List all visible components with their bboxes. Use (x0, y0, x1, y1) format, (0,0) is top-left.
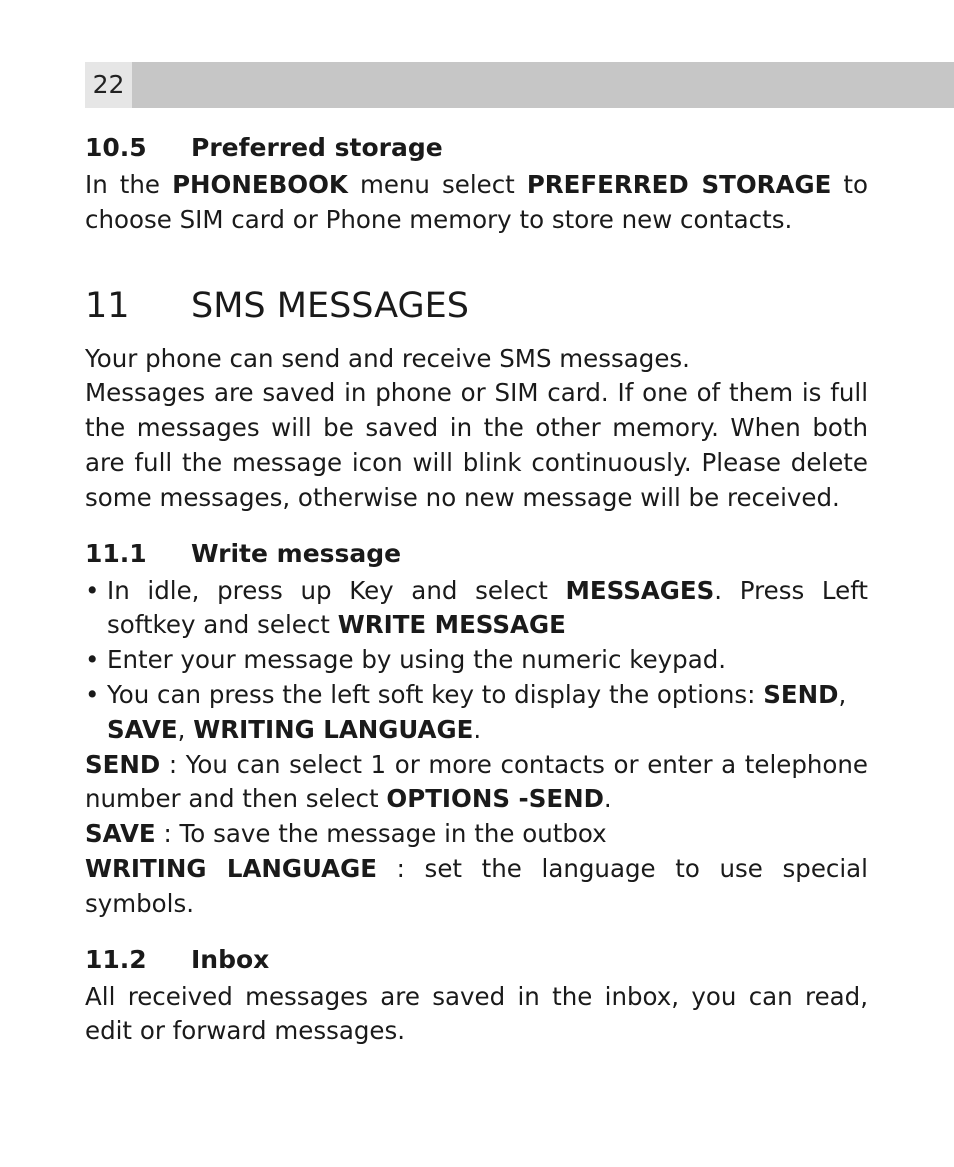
text-run: You can press the left soft key to display the options: (107, 679, 764, 709)
option-writing-language: WRITING LANGUAGE (193, 714, 474, 744)
section-number: 10.5 (85, 133, 147, 162)
term-send: SEND (85, 749, 161, 779)
text-run: to choose SIM card or Phone memory to store new contacts. (85, 170, 868, 234)
text-run: In the (85, 170, 173, 199)
option-save: SAVE (107, 714, 178, 744)
section-11-heading (85, 282, 868, 330)
text-run: . (473, 714, 482, 744)
page-header-bar (85, 62, 954, 108)
section-title: SMS MESSAGES (191, 285, 469, 326)
text-run: . Press Left softkey and select (107, 575, 868, 640)
list-item (85, 574, 868, 644)
term-writing-language: WRITING LANGUAGE (85, 853, 377, 883)
section-10-5-heading (85, 128, 868, 168)
page-number: 22 (85, 62, 132, 108)
text-run: : You can select 1 or more contacts or enter a telephone number and then select (85, 749, 868, 814)
term-save: SAVE (85, 819, 156, 849)
text-run: , (177, 714, 194, 744)
sms-storage-paragraph: Messages are saved in phone or SIM card. If one of them is full the messages will be saved in the other memory. When both are full the message icon will blink continuously. Please delete some messages, otherwise no new message will be received. (85, 378, 868, 512)
inbox-paragraph: All received messages are saved in the inbox, you can read, edit or forward messages. (85, 981, 868, 1046)
menu-name-write-message: WRITE MESSAGE (337, 610, 566, 640)
section-title: Preferred storage (191, 133, 443, 162)
section-number: 11.1 (85, 538, 147, 568)
menu-name-phonebook: PHONEBOOK (172, 170, 348, 199)
preferred-storage-paragraph (85, 168, 868, 238)
writing-language-description (85, 852, 868, 922)
section-11-1-heading (85, 534, 868, 574)
menu-name-preferred-storage: PREFERRED STORAGE (526, 170, 832, 199)
menu-path-options-send: OPTIONS -SEND (386, 784, 604, 814)
write-message-steps (85, 574, 868, 748)
text-run: : To save the message in the outbox (155, 819, 607, 849)
text-run: , (838, 679, 847, 709)
section-number: 11 (85, 285, 130, 326)
document-body (85, 128, 868, 1049)
text-run: In idle, press up Key and select (107, 575, 566, 605)
menu-name-messages: MESSAGES (565, 575, 715, 605)
section-title: Inbox (191, 944, 270, 974)
section-title: Write message (191, 538, 402, 568)
sms-intro-paragraph: Your phone can send and receive SMS messages. (85, 343, 690, 373)
list-item (85, 678, 868, 748)
text-run: : set the language to use special symbols. (85, 853, 868, 918)
section-11-2-heading (85, 940, 868, 980)
save-description (85, 817, 868, 852)
text-run: . (603, 784, 612, 814)
list-item: • Enter your message by using the numeric keypad. (85, 643, 868, 678)
send-description (85, 748, 868, 818)
option-send: SEND (763, 679, 839, 709)
text-run: menu select (347, 170, 527, 199)
section-number: 11.2 (85, 944, 147, 974)
